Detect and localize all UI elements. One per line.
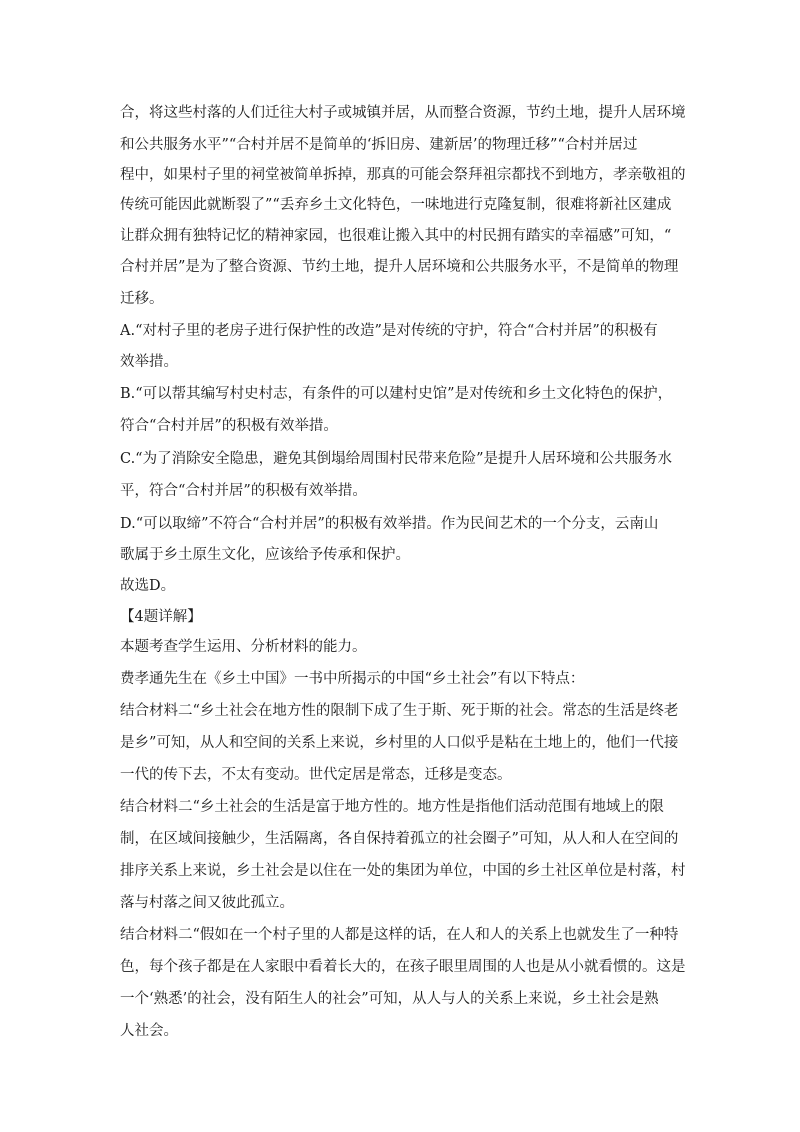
option-b-line: B.“可以帮其编写村史村志，有条件的可以建村史馆”是对传统和乡土文化特色的保护， [120, 386, 673, 402]
text-line: 费孝通先生在《乡土中国》一书中所揭示的中国“乡土社会”有以下特点： [120, 671, 585, 687]
text-line: 制，在区域间接触少，生活隔离，各自保持着孤立的社会圈子”可知，从人和人在空间的 [120, 831, 679, 847]
option-d-line: 歌属于乡土原生文化，应该给予传承和保护。 [120, 547, 410, 563]
text-line: 合，将这些村落的人们迁往大村子或城镇并居，从而整合资源，节约土地，提升人居环境 [120, 105, 685, 121]
text-line: 一个‘熟悉’的社会，没有陌生人的社会”可知，从人与人的关系上来说，乡土社会是熟 [120, 991, 659, 1007]
text-line: 结合材料二“假如在一个村子里的人都是这样的话，在人和人的关系上也就发生了一种特 [120, 927, 679, 943]
answer-line: 故选D。 [120, 578, 176, 594]
text-line: 结合材料二“乡土社会的生活是富于地方性的。地方性是指他们活动范围有地域上的限 [120, 799, 664, 815]
text-line: 一代的传下去，不太有变动。世代定居是常态，迁移是变态。 [120, 767, 512, 783]
option-a-line: A.“对村子里的老房子进行保护性的改造”是对传统的守护，符合“合村并居”的积极有 [120, 323, 658, 339]
text-line: 色，每个孩子都是在人家眼中看着长大的，在孩子眼里周围的人也是从小就看惯的。这是 [120, 959, 685, 975]
text-line: 结合材料二“乡土社会在地方性的限制下成了生于斯、死于斯的社会。常态的生活是终老 [120, 703, 679, 719]
text-line: 本题考查学生运用、分析材料的能力。 [120, 639, 367, 655]
option-d-line: D.“可以取缔”不符合“合村并居”的积极有效举措。作为民间艺术的一个分支，云南山 [120, 516, 659, 532]
text-line: 迁移。 [120, 291, 164, 307]
option-b-line: 符合“合村并居”的积极有效举措。 [120, 418, 338, 434]
option-c-line: C.“为了消除安全隐患，避免其倒塌给周围村民带来危险”是提升人居环境和公共服务水 [120, 451, 673, 467]
option-c-line: 平，符合“合村并居”的积极有效举措。 [120, 483, 367, 499]
text-line: 和公共服务水平”“合村并居不是简单的‘拆旧房、建新居’的物理迁移”“合村并居过 [120, 137, 638, 153]
text-line: 排序关系上来说，乡土社会是以住在一处的集团为单位，中国的乡土社区单位是村落，村 [120, 863, 685, 879]
text-line: 是乡”可知，从人和空间的关系上来说，乡村里的人口似乎是粘在土地上的，他们一代接 [120, 735, 679, 751]
text-line: 人社会。 [120, 1023, 178, 1039]
option-a-line: 效举措。 [120, 354, 178, 370]
text-line: 合村并居”是为了整合资源、节约土地，提升人居环境和公共服务水平，不是简单的物理 [120, 259, 679, 275]
section-heading: 【4题详解】 [120, 609, 202, 625]
text-line: 传统可能因此就断裂了”“丢弃乡土文化特色，一味地进行克隆复制，很难将新社区建成 [120, 197, 672, 213]
text-line: 让群众拥有独特记忆的精神家园，也很难让搬入其中的村民拥有踏实的幸福感”可知，“ [120, 228, 672, 244]
text-line: 落与村落之间又彼此孤立。 [120, 895, 294, 911]
text-line: 程中，如果村子里的祠堂被简单拆掉，那真的可能会祭拜祖宗都找不到地方，孝亲敬祖的 [120, 167, 685, 183]
